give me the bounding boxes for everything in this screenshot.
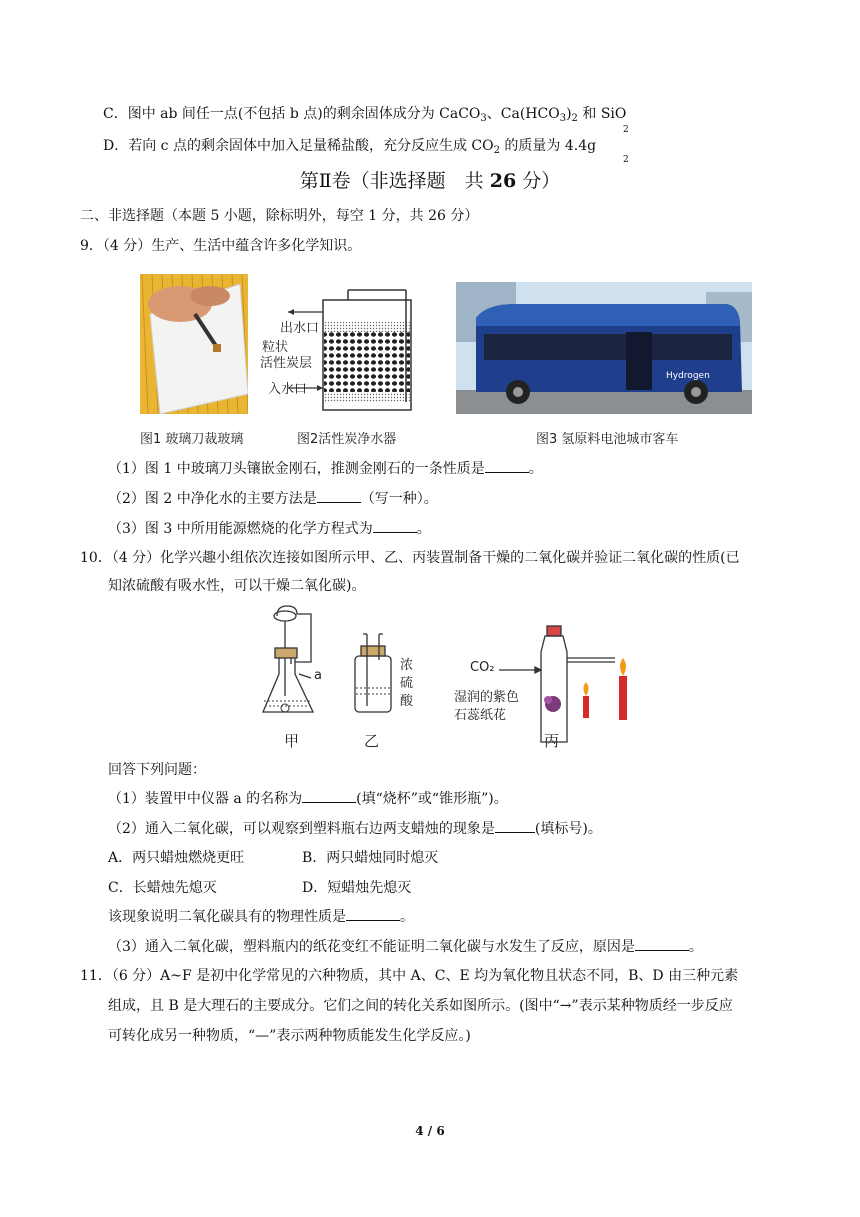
- figure3-hydrogen-bus-image: [456, 282, 752, 414]
- answer-blank[interactable]: [635, 936, 689, 951]
- q10-sub3: [108, 936, 703, 957]
- q10-sub1-text: （1）装置甲中仪器 a 的名称为: [108, 791, 303, 807]
- answer-blank[interactable]: [317, 488, 361, 503]
- label-acid-3: 酸: [400, 694, 414, 709]
- label-acid-1: 浓: [400, 658, 414, 673]
- label-bing: 丙: [544, 732, 560, 750]
- q10-stem-line1: 10．（4 分）化学兴趣小组依次连接如图所示甲、乙、丙装置制备干燥的二氧化碳并验证二氧化碳的性质(已: [80, 550, 740, 566]
- q9-stem: 9．（4 分）生产、生活中蕴含许多化学知识。: [80, 238, 362, 254]
- answer-blank[interactable]: [346, 906, 400, 921]
- fig2-caption: 图2活性炭净水器: [297, 432, 397, 447]
- q10-stem-line2: 知浓硫酸有吸水性，可以干燥二氧化碳)。: [108, 578, 366, 594]
- fig2-granular-label: 粒状: [262, 340, 289, 355]
- subscript: 3: [480, 113, 487, 124]
- option-c-text: 和 SiO: [577, 106, 627, 122]
- bus-label: Hydrogen: [666, 371, 710, 381]
- answer-blank[interactable]: [373, 518, 417, 533]
- q9-sub2-text: （2）图 2 中净化水的主要方法是: [108, 491, 317, 507]
- answer-blank[interactable]: [302, 788, 356, 803]
- section-intro: 二、非选择题（本题 5 小题，除标明外，每空 1 分，共 26 分）: [80, 208, 479, 224]
- q9-sub3: [108, 518, 431, 539]
- label-acid-2: 硫: [400, 676, 414, 691]
- figure1-glass-cutter-image: [140, 274, 248, 414]
- option-c: [103, 104, 626, 126]
- label-paper-2: 石蕊纸花: [454, 708, 507, 723]
- q10-option-d: D．短蜡烛先熄灭: [302, 880, 412, 896]
- page-number: 4 / 6: [415, 1124, 445, 1138]
- q10-sub3-text: 。: [688, 939, 703, 955]
- label-co2: CO₂: [470, 660, 495, 675]
- q10-option-a: A．两只蜡烛燃烧更旺: [108, 850, 245, 866]
- subscript: 2: [571, 113, 578, 124]
- q9-sub2-text: （写一种）。: [360, 491, 438, 507]
- stray-subscript: 2: [623, 155, 629, 165]
- q10-sub1: [108, 788, 508, 809]
- q10-sub3-text: （3）通入二氧化碳，塑料瓶内的纸花变红不能证明二氧化碳与水发生了反应，原因是: [108, 939, 635, 955]
- q10-physical-property: [108, 906, 414, 927]
- fig2-carbon-layer-label: 活性炭层: [260, 356, 313, 371]
- option-c-text: ): [566, 106, 572, 122]
- heading-text: 分）: [516, 170, 561, 192]
- fig3-caption: 图3 氢原料电池城市客车: [536, 432, 679, 447]
- q11-line3: 可转化成另一种物质，“—”表示两种物质能发生化学反应。): [108, 1028, 471, 1044]
- subscript: 3: [559, 113, 567, 124]
- q10-apparatus-diagram: [255, 604, 635, 752]
- q9-sub2: [108, 488, 438, 509]
- subscript: 2: [493, 145, 500, 156]
- heading-text: 第Ⅱ卷（非选择题 共: [299, 170, 490, 192]
- fig2-outlet-label: 出水口: [280, 321, 320, 336]
- label-a: a: [314, 668, 322, 683]
- q11-line1: 11．（6 分）A~F 是初中化学常见的六种物质，其中 A、C、E 均为氧化物且状态不同，B、D 由三种元素: [80, 968, 739, 984]
- answer-blank[interactable]: [495, 818, 535, 833]
- q10-option-b: B．两只蜡烛同时熄灭: [302, 850, 439, 866]
- q9-sub1-text: （1）图 1 中玻璃刀头镶嵌金刚石，推测金刚石的一条性质是: [108, 461, 485, 477]
- q9-sub1: [108, 458, 543, 479]
- option-d-text: D．若向 c 点的剩余固体中加入足量稀盐酸，充分反应生成 CO: [103, 138, 494, 154]
- heading-score: 26: [489, 170, 517, 192]
- q10-sub2: [108, 818, 602, 839]
- q9-sub1-text: 。: [528, 461, 543, 477]
- q10-sub1-text: (填“烧杯”或“锥形瓶”)。: [356, 791, 508, 807]
- option-d-text: 的质量为 4.4g: [499, 138, 597, 154]
- label-jia: 甲: [284, 732, 300, 750]
- q10-phys-text: 该现象说明二氧化碳具有的物理性质是: [108, 909, 346, 925]
- option-c-text: 、Ca(HCO: [486, 106, 560, 122]
- section-heading: [0, 166, 860, 193]
- label-yi: 乙: [364, 732, 380, 750]
- fig2-inlet-label: 入水口: [268, 382, 308, 397]
- q10-sub2-text: (填标号)。: [534, 821, 602, 837]
- stray-subscript: 2: [623, 125, 629, 135]
- answer-blank[interactable]: [485, 458, 529, 473]
- option-d: [103, 136, 596, 158]
- q9-sub3-text: （3）图 3 中所用能源燃烧的化学方程式为: [108, 521, 373, 537]
- fig1-caption: 图1 玻璃刀裁玻璃: [140, 432, 244, 447]
- option-c-text: C．图中 ab 间任一点(不包括 b 点)的剩余固体成分为 CaCO: [103, 106, 481, 122]
- label-paper-1: 湿润的紫色: [454, 690, 520, 705]
- q9-sub3-text: 。: [416, 521, 431, 537]
- q10-answer-intro: 回答下列问题：: [108, 762, 206, 778]
- q10-phys-text: 。: [400, 909, 414, 925]
- q10-sub2-text: （2）通入二氧化碳，可以观察到塑料瓶右边两支蜡烛的现象是: [108, 821, 495, 837]
- q11-line2: 组成，且 B 是大理石的主要成分。它们之间的转化关系如图所示。(图中“→”表示某种物质经一步反应: [108, 998, 733, 1014]
- q10-option-c: C．长蜡烛先熄灭: [108, 880, 217, 896]
